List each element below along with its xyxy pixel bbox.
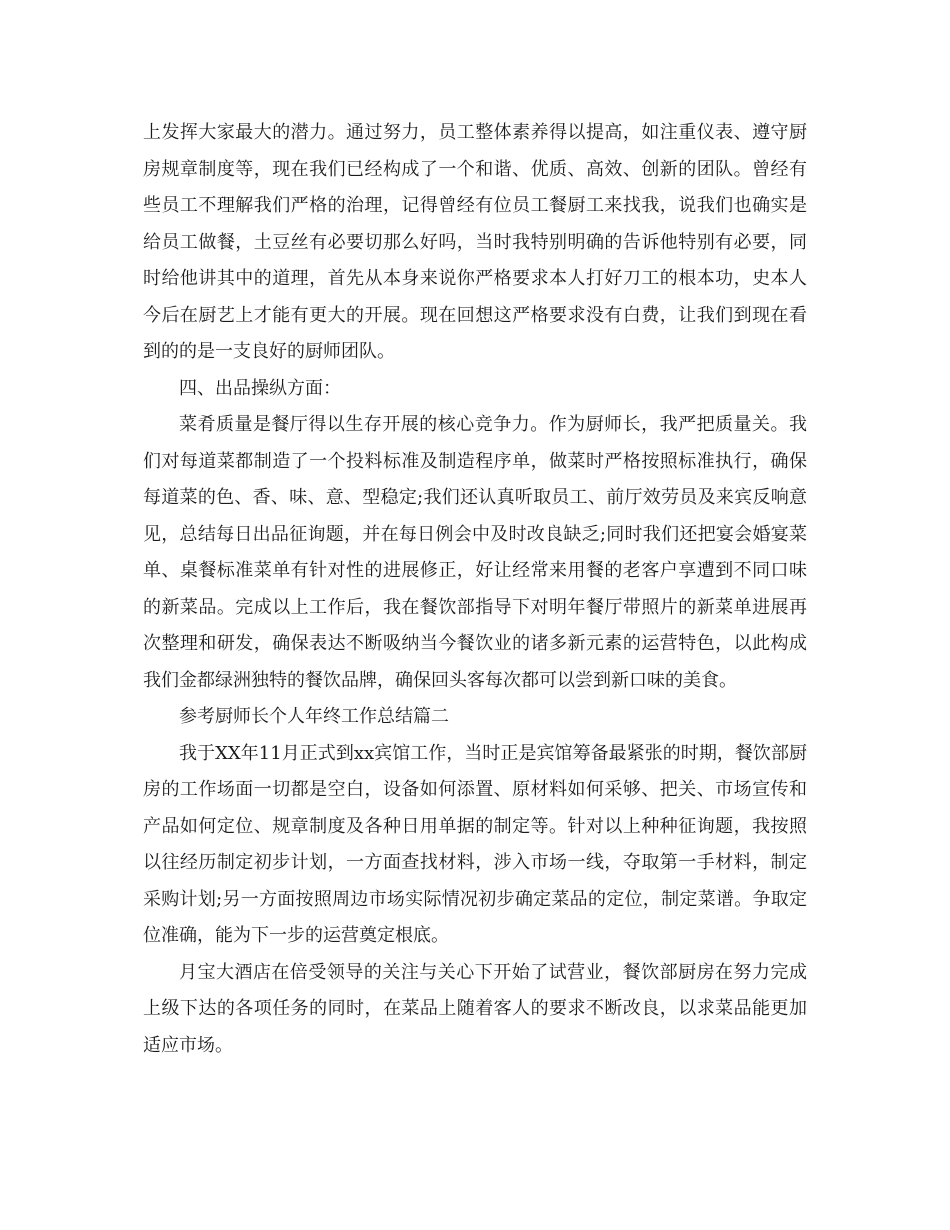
paragraph-dish-quality: 菜肴质量是餐厅得以生存开展的核心竞争力。作为厨师长，我严把质量关。我们对每道菜都制造了一个投料标准及制造程序单，做菜时严格按照标准执行，确保每道菜的色、香、味、意、型稳定;我们还认真听取员工、前厅效劳员及来宾反响意见，总结每日出品征询题，并在每日例会中及时改良缺乏;同时我们还把宴会婚宴菜单、桌餐标准菜单有针对性的进展修正，好让经常来用餐的老客户享遭到不同口味的新菜品。完成以上工作后，我在餐饮部指导下对明年餐厅带照片的新菜单进展再次整理和研发，确保表达不断吸纳当今餐饮业的诸多新元素的运营特色，以此构成我们金都绿洲独特的餐饮品牌，确保回头客每次都可以尝到新口味的美食。 <box>143 414 807 691</box>
document-body <box>143 115 807 1064</box>
section-heading-part-two: 参考厨师长个人年终工作总结篇二 <box>179 706 449 727</box>
paragraph-staff-quality: 上发挥大家最大的潜力。通过努力，员工整体素养得以提高，如注重仪表、遵守厨房规章制度等，现在我们已经构成了一个和谐、优质、高效、创新的团队。曾经有些员工不理解我们严格的治理，记得曾经有位员工餐厨工来找我，说我们也确实是给员工做餐，土豆丝有必要切那么好吗，当时我特别明确的告诉他特别有必要，同时给他讲其中的道理，首先从本身来说你严格要求本人打好刀工的根本功，史本人今后在厨艺上才能有更大的开展。现在回想这严格要求没有白费，让我们到现在看到的的是一支良好的厨师团队。 <box>143 122 807 362</box>
section-heading-output-control: 四、出品操纵方面： <box>179 377 341 399</box>
paragraph-hotel-preparation: 我于XX年11月正式到xx宾馆工作，当时正是宾馆筹备最紧张的时期，餐饮部厨房的工作场面一切都是空白，设备如何添置、原材料如何采够、把关、市场宣传和产品如何定位、规章制度及各种日用单据的制定等。针对以上种种征询题，我按照以往经历制定初步计划，一方面查找材料，涉入市场一线，夺取第一手材料，制定采购计划;另一方面按照周边市场实际情况初步确定菜品的定位，制定菜谱。争取定位准确，能为下一步的运营奠定根底。 <box>143 742 807 946</box>
paragraph-trial-operation: 月宝大酒店在倍受领导的关注与关心下开始了试营业，餐饮部厨房在努力完成上级下达的各项任务的同时，在菜品上随着客人的要求不断改良，以求菜品能更加适应市场。 <box>143 961 807 1056</box>
